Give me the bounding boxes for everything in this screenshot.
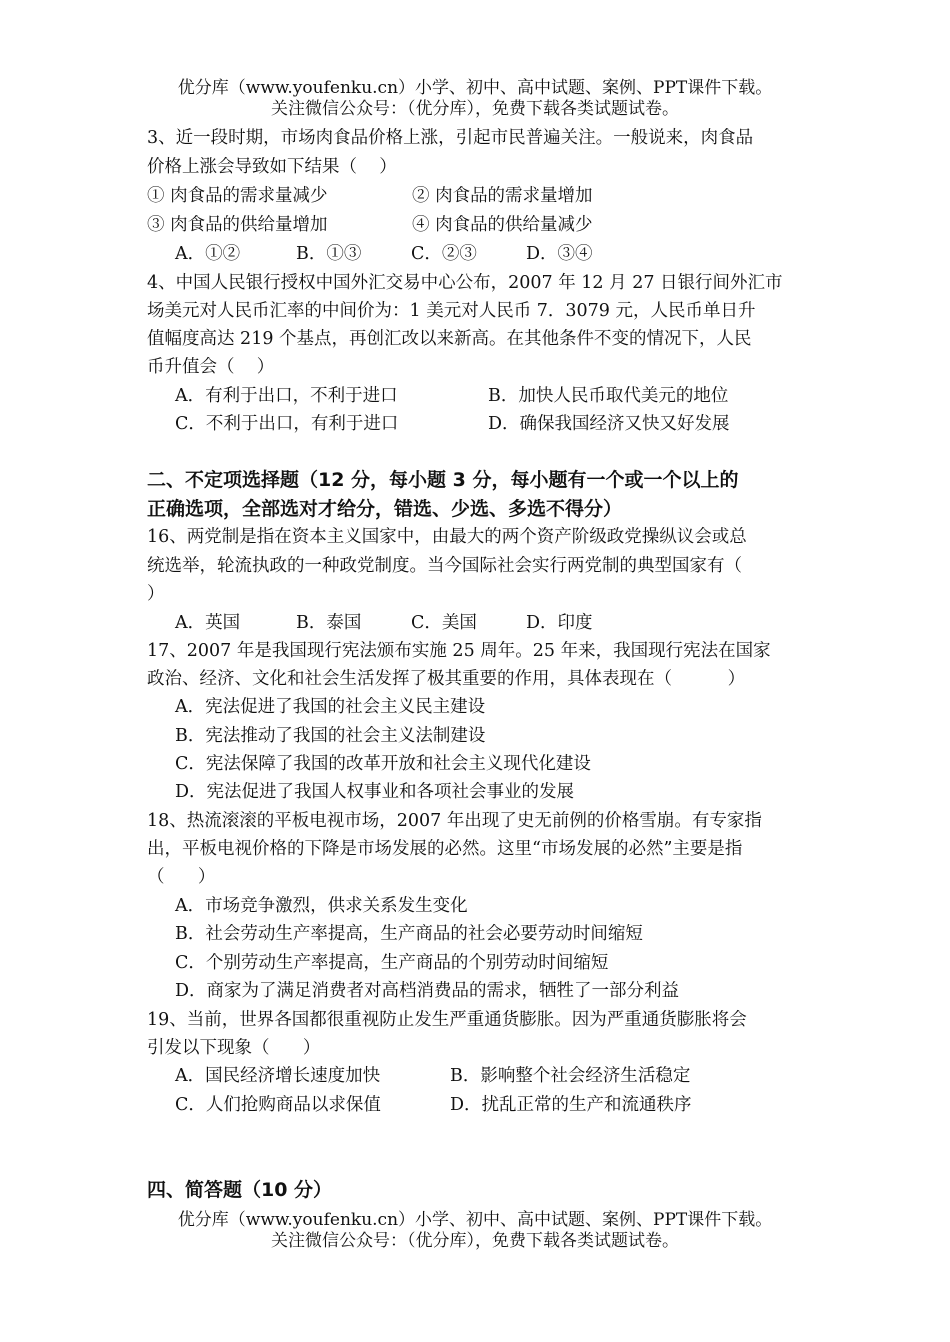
q18-stem-line-2: 出，平板电视价格的下降是市场发展的必然。这里“市场发展的必然”主要是指 xyxy=(147,839,743,859)
q18-stem-line-1: 18、热流滚滚的平板电视市场，2007 年出现了史无前例的价格雪崩。有专家指 xyxy=(147,811,762,831)
q16-option-b: B．泰国 xyxy=(296,613,362,633)
q3-option-a: A．①② xyxy=(175,244,241,264)
q3-statement-3: ③ 肉食品的供给量增加 xyxy=(147,215,328,235)
q19-option-c: C．人们抢购商品以求保值 xyxy=(175,1095,381,1115)
q16-option-c: C．美国 xyxy=(411,613,477,633)
q18-option-c: C．个别劳动生产率提高，生产商品的个别劳动时间缩短 xyxy=(175,953,609,973)
q3-option-c: C．②③ xyxy=(411,244,477,264)
section-4-heading: 四、简答题（10 分） xyxy=(147,1179,333,1201)
header-line-1: 优分库（www.youfenku.cn）小学、初中、高中试题、案例、PPT课件下载。 xyxy=(177,78,773,98)
q16-stem-line-3: ） xyxy=(147,584,165,604)
q16-stem-line-2: 统选举，轮流执政的一种政党制度。当今国际社会实行两党制的典型国家有（ xyxy=(147,556,742,576)
q17-option-a: A．宪法促进了我国的社会主义民主建设 xyxy=(175,697,486,717)
q17-option-c: C．宪法保障了我国的改革开放和社会主义现代化建设 xyxy=(175,754,591,774)
q16-stem-line-1: 16、两党制是指在资本主义国家中，由最大的两个资产阶级政党操纵议会或总 xyxy=(147,527,747,547)
q3-statement-4: ④ 肉食品的供给量减少 xyxy=(412,215,593,235)
q18-stem-line-3: （ ） xyxy=(147,867,216,887)
q3-stem-line-2: 价格上涨会导致如下结果（ ） xyxy=(147,157,397,177)
q4-option-c: C．不利于出口，有利于进口 xyxy=(175,414,399,434)
q4-option-b: B．加快人民币取代美元的地位 xyxy=(488,386,729,406)
section-2-heading-line-1: 二、不定项选择题（12 分，每小题 3 分，每小题有一个或一个以上的 xyxy=(147,469,739,491)
q3-option-b: B．①③ xyxy=(296,244,362,264)
footer-line-1: 优分库（www.youfenku.cn）小学、初中、高中试题、案例、PPT课件下载。 xyxy=(177,1210,773,1230)
section-2-heading-line-2: 正确选项，全部选对才给分，错选、少选、多选不得分） xyxy=(147,498,623,520)
q3-option-d: D．③④ xyxy=(526,244,593,264)
q4-stem-line-4: 币升值会（ ） xyxy=(147,357,275,377)
q16-option-a: A．英国 xyxy=(175,613,241,633)
footer-line-2: 关注微信公众号：（优分库），免费下载各类试题试卷。 xyxy=(271,1231,679,1251)
q19-stem-line-2: 引发以下现象（ ） xyxy=(147,1038,321,1058)
q18-option-d: D．商家为了满足消费者对高档消费品的需求，牺牲了一部分利益 xyxy=(175,981,680,1001)
q19-option-a: A．国民经济增长速度加快 xyxy=(175,1066,381,1086)
q4-stem-line-1: 4、中国人民银行授权中国外汇交易中心公布，2007 年 12 月 27 日银行间外汇市 xyxy=(147,273,783,293)
q3-stem-line-1: 3、近一段时期，市场肉食品价格上涨，引起市民普遍关注。一般说来，肉食品 xyxy=(147,128,754,148)
q4-option-a: A．有利于出口，不利于进口 xyxy=(175,386,398,406)
q4-option-d: D．确保我国经济又快又好发展 xyxy=(488,414,730,434)
q16-option-d: D．印度 xyxy=(526,613,593,633)
q19-option-d: D．扰乱正常的生产和流通秩序 xyxy=(450,1095,692,1115)
q18-option-a: A．市场竞争激烈，供求关系发生变化 xyxy=(175,896,468,916)
q3-statement-2: ② 肉食品的需求量增加 xyxy=(412,186,593,206)
q4-stem-line-2: 场美元对人民币汇率的中间价为：1 美元对人民币 7．3079 元，人民币单日升 xyxy=(147,301,756,321)
q4-stem-line-3: 值幅度高达 219 个基点，再创汇改以来新高。在其他条件不变的情况下，人民 xyxy=(147,329,752,349)
q19-option-b: B．影响整个社会经济生活稳定 xyxy=(450,1066,691,1086)
q17-stem-line-2: 政治、经济、文化和社会生活发挥了极其重要的作用，具体表现在（ ） xyxy=(147,669,746,689)
q17-option-d: D．宪法促进了我国人权事业和各项社会事业的发展 xyxy=(175,782,575,802)
header-line-2: 关注微信公众号：（优分库），免费下载各类试题试卷。 xyxy=(271,99,679,119)
q18-option-b: B．社会劳动生产率提高，生产商品的社会必要劳动时间缩短 xyxy=(175,924,643,944)
q3-statement-1: ① 肉食品的需求量减少 xyxy=(147,186,328,206)
q17-option-b: B．宪法推动了我国的社会主义法制建设 xyxy=(175,726,486,746)
q19-stem-line-1: 19、当前，世界各国都很重视防止发生严重通货膨胀。因为严重通货膨胀将会 xyxy=(147,1010,747,1030)
q17-stem-line-1: 17、2007 年是我国现行宪法颁布实施 25 周年。25 年来，我国现行宪法在国家 xyxy=(147,641,771,661)
